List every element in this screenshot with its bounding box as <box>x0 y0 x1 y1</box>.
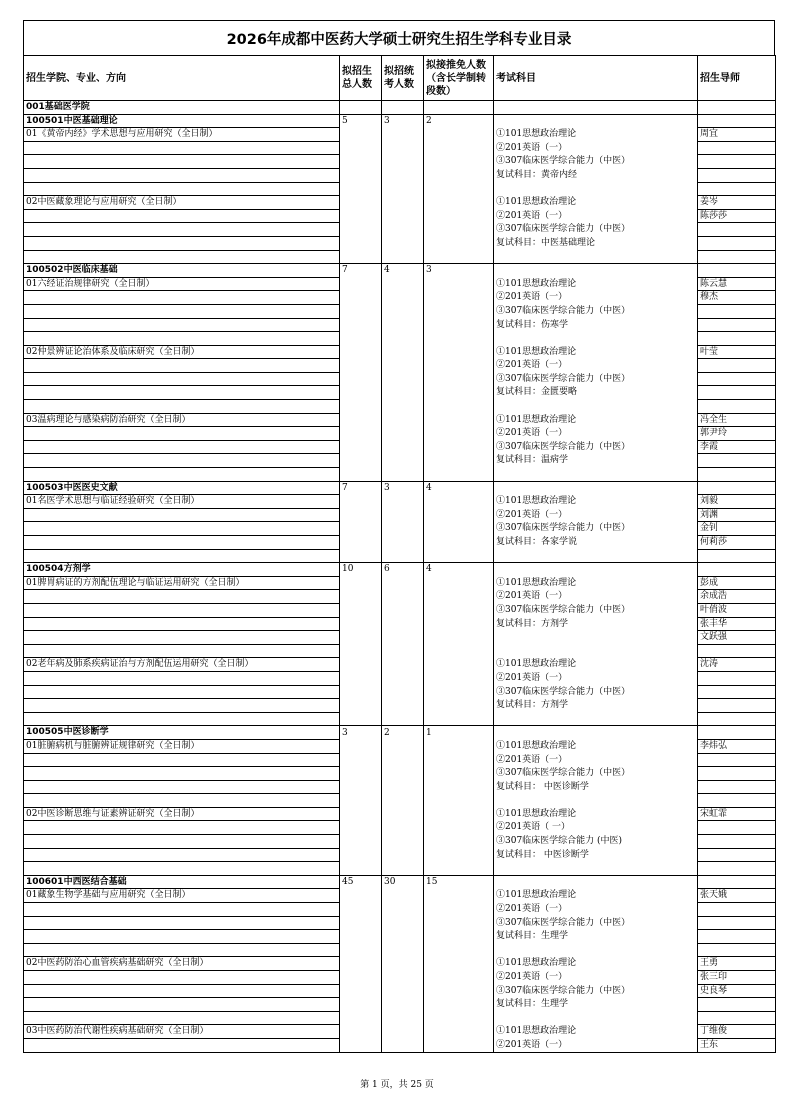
header-tutor: 招生导师 <box>698 56 776 101</box>
direction-row <box>24 889 776 903</box>
tutor-name: 张天娥 <box>698 889 776 903</box>
direction-row <box>24 862 776 876</box>
direction-row <box>24 332 776 346</box>
tutor-name: 叶莹 <box>698 345 776 359</box>
exam-subject: ①101思想政治理论 <box>494 413 698 427</box>
direction-name: 03中医药防治代谢性疾病基础研究（全日制） <box>24 1025 340 1039</box>
major-exam: 3 <box>382 114 424 128</box>
exam-subject: ①101思想政治理论 <box>494 739 698 753</box>
direction-row <box>24 359 776 373</box>
direction-row <box>24 386 776 400</box>
direction-row <box>24 821 776 835</box>
major-total: 45 <box>340 875 382 889</box>
direction-row <box>24 957 776 971</box>
direction-name: 02中医诊断思维与证素辨证研究（全日制） <box>24 807 340 821</box>
direction-row <box>24 699 776 713</box>
direction-row <box>24 971 776 985</box>
tutor-name: 文跃强 <box>698 631 776 645</box>
tutor-name: 张丰华 <box>698 617 776 631</box>
direction-row <box>24 495 776 509</box>
tutor-name: 王东 <box>698 1038 776 1052</box>
direction-row <box>24 671 776 685</box>
direction-row <box>24 603 776 617</box>
direction-row <box>24 291 776 305</box>
direction-row <box>24 590 776 604</box>
major-recommend: 4 <box>424 481 494 495</box>
exam-subject: ②201英语（ 一） <box>494 821 698 835</box>
direction-row <box>24 930 776 944</box>
exam-subject: ①101思想政治理论 <box>494 889 698 903</box>
exam-subject: ①101思想政治理论 <box>494 128 698 142</box>
exam-subject: 复试科目：中医基础理论 <box>494 236 698 250</box>
direction-row <box>24 196 776 210</box>
exam-subject: 复试科目：伤寒学 <box>494 318 698 332</box>
major-exam: 3 <box>382 481 424 495</box>
exam-subject: ②201英语（一） <box>494 903 698 917</box>
direction-row <box>24 1025 776 1039</box>
major-name: 100601中西医结合基础 <box>24 875 340 889</box>
major-exam: 4 <box>382 264 424 278</box>
major-row <box>24 481 776 495</box>
major-row <box>24 114 776 128</box>
major-total: 10 <box>340 563 382 577</box>
exam-subject: ③307临床医学综合能力 (中医) <box>494 835 698 849</box>
exam-subject: ①101思想政治理论 <box>494 576 698 590</box>
tutor-name: 金钊 <box>698 522 776 536</box>
major-row <box>24 264 776 278</box>
major-total: 3 <box>340 726 382 740</box>
major-total: 7 <box>340 481 382 495</box>
exam-subject: ③307临床医学综合能力（中医） <box>494 372 698 386</box>
major-name: 100505中医诊断学 <box>24 726 340 740</box>
direction-row <box>24 536 776 550</box>
exam-subject: 复试科目：方剂学 <box>494 699 698 713</box>
tutor-name: 宋虹霏 <box>698 807 776 821</box>
exam-subject: ③307临床医学综合能力（中医） <box>494 767 698 781</box>
direction-row <box>24 400 776 414</box>
direction-row <box>24 454 776 468</box>
direction-row <box>24 984 776 998</box>
major-row <box>24 726 776 740</box>
major-recommend: 2 <box>424 114 494 128</box>
direction-row <box>24 508 776 522</box>
tutor-name: 郭尹玲 <box>698 427 776 441</box>
exam-subject: 复试科目：各家学说 <box>494 536 698 550</box>
exam-subject: 复试科目：方剂学 <box>494 617 698 631</box>
direction-row <box>24 141 776 155</box>
direction-row <box>24 658 776 672</box>
exam-subject: ③307临床医学综合能力（中医） <box>494 916 698 930</box>
direction-row <box>24 128 776 142</box>
direction-row <box>24 767 776 781</box>
direction-row <box>24 209 776 223</box>
exam-subject: ③307临床医学综合能力（中医） <box>494 685 698 699</box>
exam-subject: ①101思想政治理论 <box>494 807 698 821</box>
direction-row <box>24 372 776 386</box>
tutor-name: 姜岑 <box>698 196 776 210</box>
tutor-name: 何莉莎 <box>698 536 776 550</box>
direction-row <box>24 304 776 318</box>
direction-row <box>24 576 776 590</box>
header-total: 拟招生总人数 <box>340 56 382 101</box>
exam-subject: ③307临床医学综合能力（中医） <box>494 603 698 617</box>
tutor-name: 史良琴 <box>698 984 776 998</box>
exam-subject: ③307临床医学综合能力（中医） <box>494 223 698 237</box>
catalog-sheet <box>23 20 775 1053</box>
direction-name: 02老年病及肺系疾病证治与方剂配伍运用研究（全日制） <box>24 658 340 672</box>
tutor-name: 张三印 <box>698 971 776 985</box>
direction-name: 02中医药防治心血管疾病基础研究（全日制） <box>24 957 340 971</box>
exam-subject: ③307临床医学综合能力（中医） <box>494 984 698 998</box>
direction-row <box>24 739 776 753</box>
direction-row <box>24 835 776 849</box>
header-program: 招生学院、专业、方向 <box>24 56 340 101</box>
exam-subject: ①101思想政治理论 <box>494 658 698 672</box>
tutor-name: 周宜 <box>698 128 776 142</box>
major-exam: 30 <box>382 875 424 889</box>
tutor-name: 刘渊 <box>698 508 776 522</box>
major-recommend: 15 <box>424 875 494 889</box>
tutor-name: 叶俏波 <box>698 603 776 617</box>
major-recommend: 1 <box>424 726 494 740</box>
direction-row <box>24 1038 776 1052</box>
direction-row <box>24 168 776 182</box>
document-title: 2026年成都中医药大学硕士研究生招生学科专业目录 <box>23 20 775 55</box>
direction-row <box>24 549 776 563</box>
direction-row <box>24 916 776 930</box>
major-name: 100502中医临床基础 <box>24 264 340 278</box>
direction-row <box>24 685 776 699</box>
major-name: 100504方剂学 <box>24 563 340 577</box>
exam-subject: 复试科目：温病学 <box>494 454 698 468</box>
exam-subject: ②201英语（一） <box>494 209 698 223</box>
exam-subject: ②201英语（一） <box>494 427 698 441</box>
tutor-name: 丁维俊 <box>698 1025 776 1039</box>
major-total: 5 <box>340 114 382 128</box>
major-exam: 6 <box>382 563 424 577</box>
direction-row <box>24 413 776 427</box>
major-name: 100501中医基础理论 <box>24 114 340 128</box>
exam-subject: ①101思想政治理论 <box>494 957 698 971</box>
exam-subject: ②201英语（一） <box>494 291 698 305</box>
page-footer: 第 1 页，共 25 页 <box>360 1080 434 1090</box>
exam-subject: ①101思想政治理论 <box>494 1025 698 1039</box>
direction-row <box>24 617 776 631</box>
tutor-name: 冯全生 <box>698 413 776 427</box>
exam-subject: ①101思想政治理论 <box>494 196 698 210</box>
direction-row <box>24 753 776 767</box>
exam-subject: ②201英语（一） <box>494 671 698 685</box>
direction-name: 03温病理论与感染病防治研究（全日制） <box>24 413 340 427</box>
direction-name: 01六经证治规律研究（全日制） <box>24 277 340 291</box>
exam-subject: ②201英语（一） <box>494 141 698 155</box>
direction-row <box>24 631 776 645</box>
direction-row <box>24 1011 776 1025</box>
college-name: 001基础医学院 <box>24 101 340 115</box>
header-subjects: 考试科目 <box>494 56 698 101</box>
direction-row <box>24 807 776 821</box>
exam-subject: ②201英语（一） <box>494 359 698 373</box>
major-recommend: 4 <box>424 563 494 577</box>
direction-name: 02仲景辨证论治体系及临床研究（全日制） <box>24 345 340 359</box>
major-row <box>24 875 776 889</box>
tutor-name: 刘毅 <box>698 495 776 509</box>
exam-subject: ①101思想政治理论 <box>494 277 698 291</box>
direction-name: 01藏象生物学基础与应用研究（全日制） <box>24 889 340 903</box>
direction-name: 01名医学术思想与临证经验研究（全日制） <box>24 495 340 509</box>
exam-subject: ②201英语（一） <box>494 590 698 604</box>
direction-row <box>24 427 776 441</box>
major-recommend: 3 <box>424 264 494 278</box>
major-name: 100503中医医史文献 <box>24 481 340 495</box>
college-row <box>24 101 776 115</box>
exam-subject: 复试科目： 中医诊断学 <box>494 848 698 862</box>
tutor-name: 沈涛 <box>698 658 776 672</box>
direction-row <box>24 155 776 169</box>
direction-row <box>24 943 776 957</box>
exam-subject: 复试科目：生理学 <box>494 930 698 944</box>
direction-row <box>24 712 776 726</box>
header-recommend: 拟接推免人数（含长学制转段数） <box>424 56 494 101</box>
exam-subject: 复试科目：金匮要略 <box>494 386 698 400</box>
direction-row <box>24 794 776 808</box>
exam-subject: ③307临床医学综合能力（中医） <box>494 304 698 318</box>
major-total: 7 <box>340 264 382 278</box>
tutor-name: 李炜弘 <box>698 739 776 753</box>
direction-row <box>24 522 776 536</box>
major-row <box>24 563 776 577</box>
tutor-name: 王勇 <box>698 957 776 971</box>
direction-row <box>24 468 776 482</box>
direction-row <box>24 318 776 332</box>
exam-subject: ②201英语（一） <box>494 753 698 767</box>
exam-subject: 复试科目： 中医诊断学 <box>494 780 698 794</box>
direction-row <box>24 250 776 264</box>
exam-subject: 复试科目：生理学 <box>494 998 698 1012</box>
tutor-name: 彭成 <box>698 576 776 590</box>
header-exam: 拟招统考人数 <box>382 56 424 101</box>
tutor-name: 陈云慧 <box>698 277 776 291</box>
exam-subject: 复试科目：黄帝内经 <box>494 168 698 182</box>
direction-row <box>24 440 776 454</box>
direction-row <box>24 998 776 1012</box>
tutor-name: 余成浩 <box>698 590 776 604</box>
tutor-name: 陈莎莎 <box>698 209 776 223</box>
exam-subject: ③307临床医学综合能力（中医） <box>494 155 698 169</box>
direction-name: 01《黄帝内经》学术思想与应用研究（全日制） <box>24 128 340 142</box>
exam-subject: ③307临床医学综合能力（中医） <box>494 440 698 454</box>
exam-subject: ②201英语（一） <box>494 1038 698 1052</box>
exam-subject: ③307临床医学综合能力（中医） <box>494 522 698 536</box>
direction-row <box>24 848 776 862</box>
exam-subject: ②201英语（一） <box>494 971 698 985</box>
direction-name: 01脾胃病证的方剂配伍理论与临证运用研究（全日制） <box>24 576 340 590</box>
tutor-name: 穆杰 <box>698 291 776 305</box>
exam-subject: ②201英语（一） <box>494 508 698 522</box>
direction-row <box>24 182 776 196</box>
direction-name: 01脏腑病机与脏腑辨证规律研究（全日制） <box>24 739 340 753</box>
tutor-name: 李霞 <box>698 440 776 454</box>
direction-row <box>24 277 776 291</box>
direction-row <box>24 223 776 237</box>
direction-row <box>24 780 776 794</box>
direction-row <box>24 903 776 917</box>
direction-name: 02中医藏象理论与应用研究（全日制） <box>24 196 340 210</box>
exam-subject: ①101思想政治理论 <box>494 495 698 509</box>
direction-row <box>24 236 776 250</box>
major-exam: 2 <box>382 726 424 740</box>
direction-row <box>24 644 776 658</box>
header-row <box>24 56 776 101</box>
catalog-table <box>23 55 776 1053</box>
direction-row <box>24 345 776 359</box>
exam-subject: ①101思想政治理论 <box>494 345 698 359</box>
